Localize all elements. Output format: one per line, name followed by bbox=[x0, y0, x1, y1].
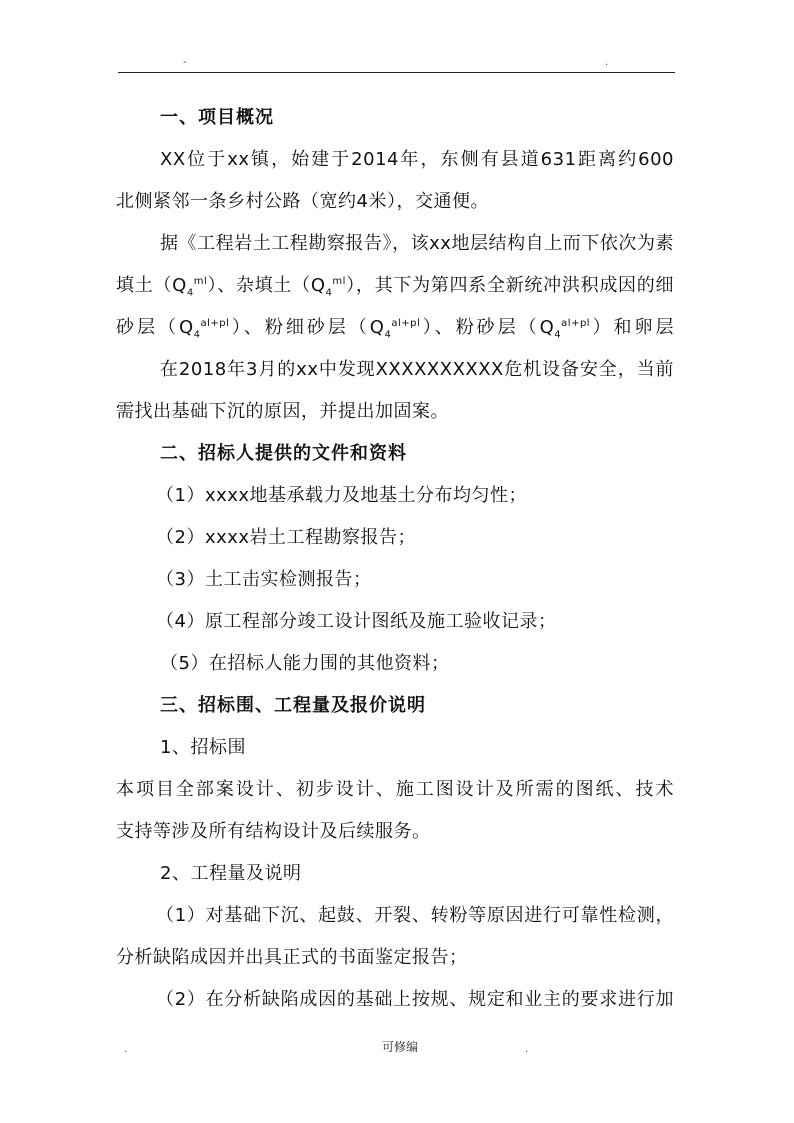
p2-l2-text-a: 填土（Q bbox=[116, 275, 187, 296]
section-heading-3: 三、招标围、工程量及报价说明 bbox=[160, 695, 426, 716]
paragraph-6-line-1: （2）在分析缺陷成因的基础上按规、规定和业主的要求进行加 bbox=[156, 989, 674, 1010]
paragraph-5-line-2: 分析缺陷成因并出具正式的书面鉴定报告； bbox=[116, 947, 468, 968]
list-item-5: （5）在招标人能力围的其他资料； bbox=[160, 653, 450, 674]
paragraph-4-line-1: 本项目全部案设计、初步设计、施工图设计及所需的图纸、技术 bbox=[116, 779, 674, 800]
paragraph-2-line-1: 据《工程岩土工程勘察报告》，该xx地层结构自上而下依次为素 bbox=[160, 233, 674, 254]
paragraph-3-line-1: 在2018年3月的xx中发现XXXXXXXXXX危机设备安全，当前 bbox=[160, 359, 674, 380]
list-item-2: （2）xxxx岩土工程勘察报告； bbox=[156, 527, 417, 548]
p2-l3-sup-3: al+pl bbox=[561, 318, 591, 329]
p2-l2-text-c: ），其下为第四系全新统冲洪积成因的细 bbox=[345, 275, 674, 296]
paragraph-2-line-2 bbox=[116, 274, 674, 298]
p2-l3-text-b: ）、粉细砂层（Q bbox=[229, 317, 385, 338]
list-item-1: （1）xxxx地基承载力及地基土分布均匀性； bbox=[156, 485, 528, 506]
section-heading-1: 一、项目概况 bbox=[160, 107, 274, 128]
p2-l2-sup-1: ml bbox=[193, 276, 208, 287]
p2-l2-sub-1: 4 bbox=[186, 287, 194, 298]
paragraph-5-line-1: （1）对基础下沉、起鼓、开裂、转粉等原因进行可靠性检测， bbox=[156, 905, 674, 926]
header-left-mark: - bbox=[183, 57, 187, 68]
p2-l3-text-c: ）、粉砂层（Q bbox=[420, 317, 555, 338]
paragraph-1-line-1: XX位于xx镇，始建于2014年，东侧有县道631距离约600 bbox=[160, 149, 674, 170]
list-item-4: （4）原工程部分竣工设计图纸及施工验收记录； bbox=[156, 611, 557, 632]
paragraph-4-line-2: 支持等涉及所有结构设计及后续服务。 bbox=[116, 821, 431, 842]
subheading-2: 2、工程量及说明 bbox=[160, 863, 302, 884]
p2-l3-sub-3: 4 bbox=[554, 329, 562, 340]
footer-right-mark: . bbox=[525, 1044, 529, 1055]
header-right-mark: . bbox=[605, 57, 609, 68]
footer-left-mark: . bbox=[124, 1044, 128, 1055]
header-rule bbox=[118, 72, 675, 73]
subheading-1: 1、招标围 bbox=[160, 737, 246, 758]
p2-l3-sup-2: al+pl bbox=[391, 318, 421, 329]
list-item-3: （3）土工击实检测报告； bbox=[156, 569, 372, 590]
p2-l3-sub-1: 4 bbox=[193, 329, 201, 340]
p2-l3-sub-2: 4 bbox=[384, 329, 392, 340]
p2-l3-text-d: ）和卵层 bbox=[590, 317, 674, 338]
p2-l2-sup-2: ml bbox=[332, 276, 346, 287]
p2-l3-sup-1: al+pl bbox=[200, 318, 230, 329]
section-heading-2: 二、招标人提供的文件和资料 bbox=[160, 443, 407, 464]
footer-label: 可修编 bbox=[382, 1040, 419, 1054]
paragraph-2-line-3 bbox=[116, 316, 674, 340]
p2-l2-sub-2: 4 bbox=[325, 287, 333, 298]
p2-l2-text-b: ）、杂填土（Q bbox=[207, 275, 326, 296]
paragraph-1-line-2: 北侧紧邻一条乡村公路（宽约4米），交通便。 bbox=[116, 191, 489, 212]
p2-l3-text-a: 砂层（Q bbox=[116, 317, 194, 338]
paragraph-3-line-2: 需找出基础下沉的原因，并提出加固案。 bbox=[116, 401, 449, 422]
